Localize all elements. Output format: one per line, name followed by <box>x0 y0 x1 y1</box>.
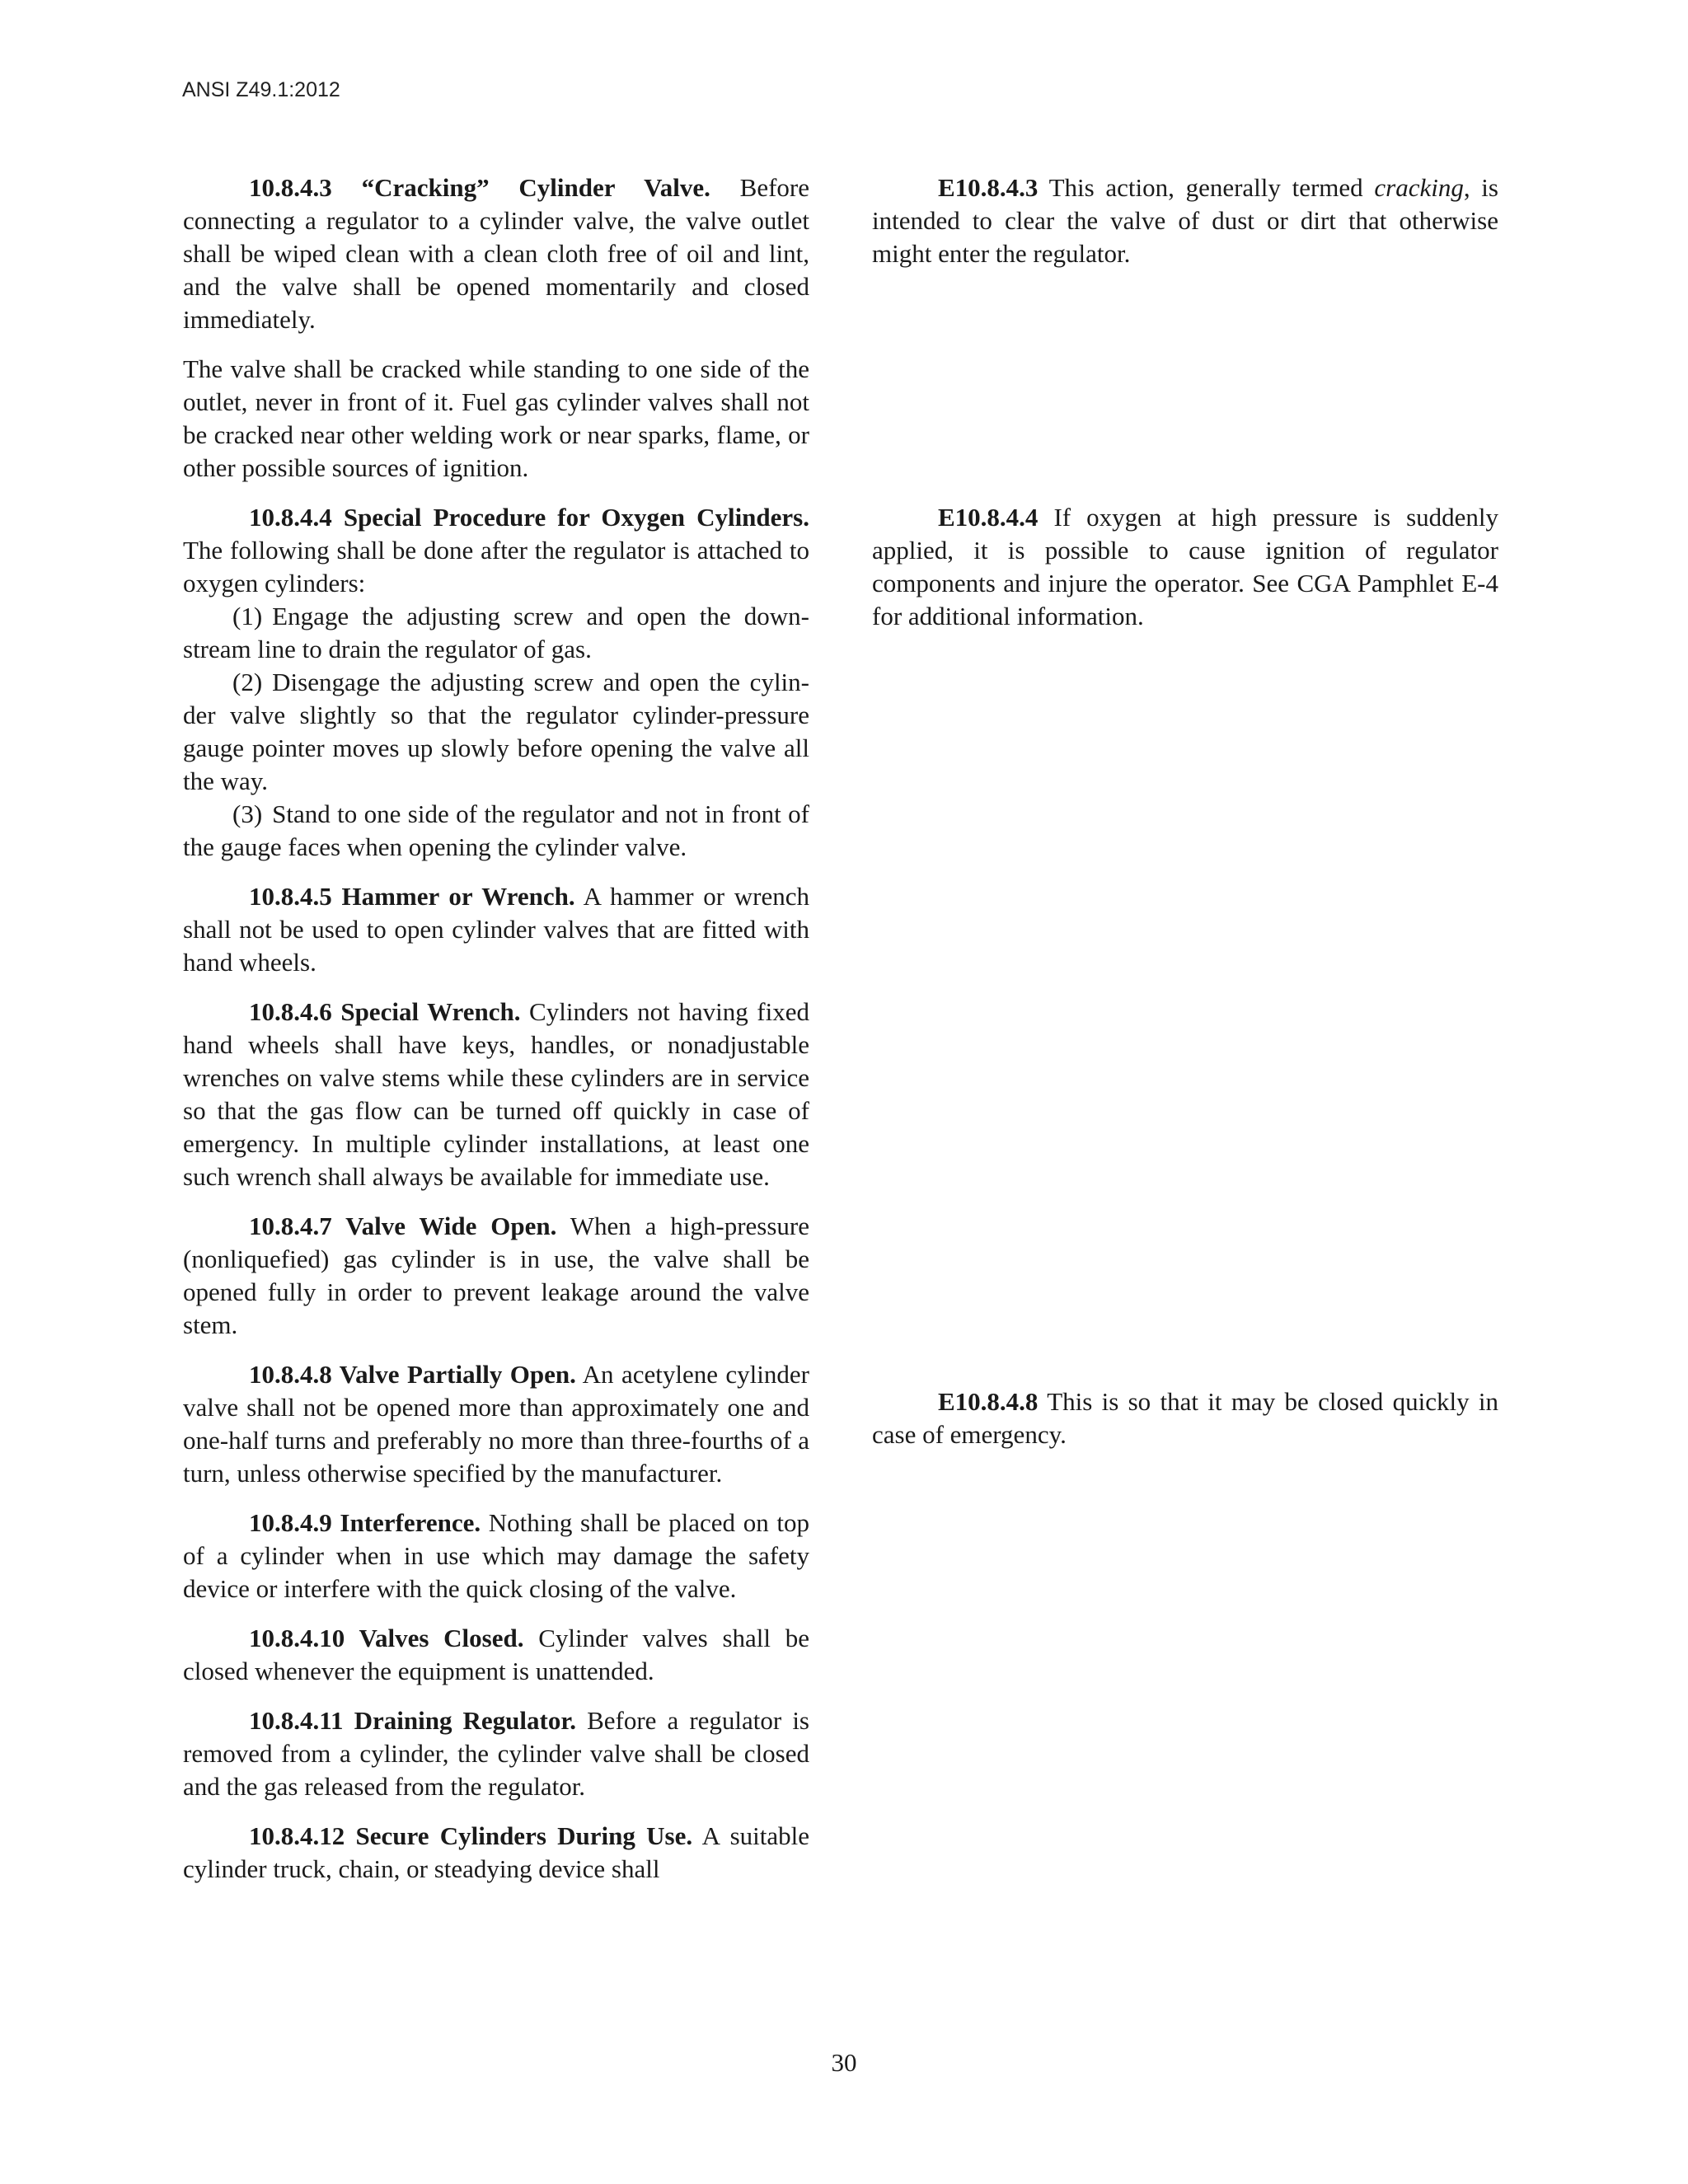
explanation-e10-8-4-3 <box>872 171 1498 270</box>
section-heading: 10.8.4.8 Valve Partially Open. <box>249 1360 576 1389</box>
section-heading: 10.8.4.3 “Cracking” Cylinder Valve. <box>249 173 710 202</box>
section-10-8-4-5 <box>183 880 809 979</box>
section-10-8-4-3-continued <box>183 353 809 485</box>
section-text: Nothing shall be placed on top of a cylinder when in use which may damage the safety device or interfere with the quick closing of the valve. <box>183 1508 809 1603</box>
section-10-8-4-6 <box>183 996 809 1193</box>
explanation-e10-8-4-8 <box>872 1385 1498 1451</box>
page-number: 30 <box>831 2048 857 2077</box>
section-heading: 10.8.4.6 Special Wrench. <box>249 997 521 1026</box>
list-item-text: Engage the adjusting screw and open the down-stream line to drain the regulator of gas. <box>183 602 809 663</box>
explanation-text: This action, generally termed <box>1038 173 1375 202</box>
list-item-number: (1) <box>232 602 263 630</box>
section-10-8-4-11 <box>183 1704 809 1803</box>
section-heading: 10.8.4.4 Special Procedure for Oxygen Cylinders. <box>249 503 809 532</box>
explanation-heading: E10.8.4.3 <box>938 173 1039 202</box>
section-text: A hammer or wrench shall not be used to open cylinder valves that are fitted with hand wheels. <box>183 882 809 977</box>
list-item <box>183 798 809 864</box>
explanation-text: If oxygen at high pressure is suddenly applied, it is possible to cause ignition of regulator components and injure the operator. See CGA Pamphlet E-4 for additional information. <box>872 503 1498 630</box>
section-heading: 10.8.4.12 Secure Cylinders During Use. <box>249 1821 693 1850</box>
explanation-text: , is intended to clear the valve of dust or dirt that otherwise might enter the regulator. <box>872 173 1498 268</box>
section-text: The following shall be done after the regulator is attached to oxygen cylinders: <box>183 536 809 598</box>
section-10-8-4-7 <box>183 1210 809 1342</box>
section-text: The valve shall be cracked while standing to one side of the outlet, never in front of it. Fuel gas cylinder valves shall not be cracked near other welding work or near sparks, flame, or other possible sources of ignition. <box>183 354 809 482</box>
explanation-e10-8-4-4 <box>872 501 1498 633</box>
section-text: A suitable cylinder truck, chain, or steadying device shall <box>183 1821 810 1883</box>
list-item-number: (3) <box>232 799 263 828</box>
section-text: When a high-pressure (nonliquefied) gas cylinder is in use, the valve shall be opened fully in order to prevent leakage around the valve stem. <box>183 1212 809 1339</box>
section-heading: 10.8.4.10 Valves Closed. <box>249 1624 524 1652</box>
section-heading: 10.8.4.11 Draining Regulator. <box>249 1706 577 1735</box>
section-10-8-4-8 <box>183 1358 809 1490</box>
list-item-text: Stand to one side of the regulator and not in front of the gauge faces when opening the cylinder valve. <box>183 799 809 861</box>
section-10-8-4-12 <box>183 1820 809 1886</box>
section-10-8-4-10 <box>183 1622 809 1688</box>
section-text: An acetylene cylinder valve shall not be opened more than approximately one and one-half turns and preferably no more than three-fourths of a turn, unless otherwise specified by the manufacturer. <box>183 1360 809 1488</box>
section-heading: 10.8.4.5 Hammer or Wrench. <box>249 882 575 911</box>
section-heading: 10.8.4.9 Interference. <box>249 1508 481 1537</box>
explanation-heading: E10.8.4.4 <box>938 503 1039 532</box>
explanation-text: This is so that it may be closed quickly in case of emergency. <box>872 1387 1498 1449</box>
explanation-heading: E10.8.4.8 <box>938 1387 1039 1416</box>
section-text: Before a regulator is removed from a cylinder, the cylinder valve shall be closed and the gas released from the regulator. <box>183 1706 809 1801</box>
standard-column <box>183 171 809 1886</box>
list-item <box>183 600 809 666</box>
list-item <box>183 666 809 798</box>
section-text: Before connecting a regulator to a cylinder valve, the valve outlet shall be wiped clean with a clean cloth free of oil and lint, and the valve shall be opened momentarily and closed immediately. <box>183 173 809 334</box>
section-10-8-4-9 <box>183 1507 809 1605</box>
section-text: Cylinder valves shall be closed whenever the equipment is unattended. <box>183 1624 809 1685</box>
section-heading: 10.8.4.7 Valve Wide Open. <box>249 1212 557 1240</box>
explanation-term: cracking <box>1374 173 1464 202</box>
document-header: ANSI Z49.1:2012 <box>182 78 340 101</box>
section-text: Cylinders not having fixed hand wheels shall have keys, handles, or nonadjustable wrenches on valve stems while these cylinders are in service so that the gas flow can be turned off quickly in case of emergency. In multiple cylinder installations, at least one such wrench shall always be available for immediate use. <box>183 997 809 1191</box>
section-10-8-4-3 <box>183 171 809 336</box>
list-item-text: Disengage the adjusting screw and open the cylin-der valve slightly so that the regulator cylinder-pressure gauge pointer moves up slowly before opening the valve all the way. <box>183 668 809 795</box>
list-item-number: (2) <box>232 668 263 696</box>
section-intro <box>183 501 809 600</box>
section-10-8-4-4 <box>183 501 809 864</box>
